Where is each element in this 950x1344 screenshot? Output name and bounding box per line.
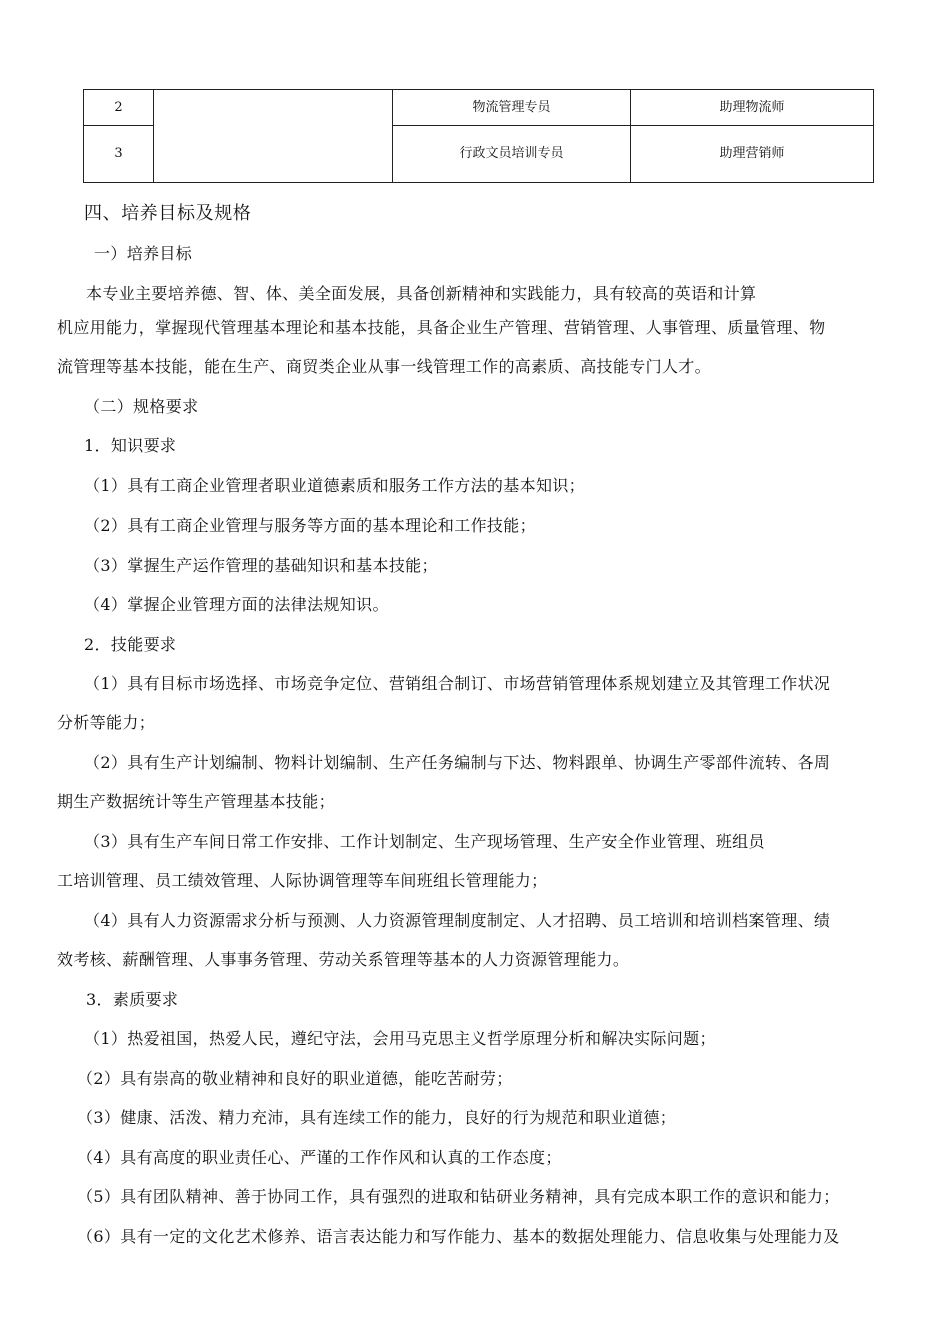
skills-line: 分析等能力； <box>57 713 156 732</box>
knowledge-item: （2）具有工商企业管理与服务等方面的基本理论和工作技能； <box>84 516 536 535</box>
merged-blank-cell <box>154 90 393 183</box>
quality-item: （3）健康、活泼、精力充沛，具有连续工作的能力，良好的行为规范和职业道德； <box>77 1108 677 1127</box>
row-number: 2 <box>84 90 154 126</box>
knowledge-item: （3）掌握生产运作管理的基础知识和基本技能； <box>84 556 438 575</box>
skills-line: （3）具有生产车间日常工作安排、工作计划制定、生产现场管理、生产安全作业管理、班组员 <box>84 832 765 851</box>
goal-paragraph-line: 机应用能力，掌握现代管理基本理论和基本技能，具备企业生产管理、营销管理、人事管理、质量管理、物 <box>57 318 826 337</box>
goal-paragraph-line: 流管理等基本技能，能在生产、商贸类企业从事一线管理工作的高素质、高技能专门人才。 <box>57 357 712 376</box>
knowledge-item: （1）具有工商企业管理者职业道德素质和服务工作方法的基本知识； <box>84 476 586 495</box>
subsection-heading-specs: （二）规格要求 <box>84 397 199 416</box>
skills-line: （2）具有生产计划编制、物料计划编制、生产任务编制与下达、物料跟单、协调生产零部件流转、各周 <box>84 753 831 772</box>
quality-item: （4）具有高度的职业责任心、严谨的工作作风和认真的工作态度； <box>77 1148 562 1167</box>
position-cell: 行政文员培训专员 <box>393 126 631 183</box>
position-cell: 物流管理专员 <box>393 90 631 126</box>
quality-item: （1）热爱祖国，热爱人民，遵纪守法，会用马克思主义哲学原理分析和解决实际问题； <box>84 1029 716 1048</box>
occupation-table <box>83 89 874 183</box>
table-row <box>84 90 874 126</box>
quality-item: （6）具有一定的文化艺术修养、语言表达能力和写作能力、基本的数据处理能力、信息收集与处理能力及 <box>77 1227 840 1246</box>
skills-heading: 2．技能要求 <box>84 635 177 654</box>
goal-paragraph-line: 本专业主要培养德、智、体、美全面发展，具备创新精神和实践能力，具有较高的英语和计算 <box>86 284 757 303</box>
knowledge-item: （4）掌握企业管理方面的法律法规知识。 <box>84 595 389 614</box>
skills-line: 工培训管理、员工绩效管理、人际协调管理等车间班组长管理能力； <box>57 871 548 890</box>
knowledge-heading: 1．知识要求 <box>84 436 177 455</box>
quality-item: （2）具有崇高的敬业精神和良好的职业道德，能吃苦耐劳； <box>77 1069 513 1088</box>
certificate-cell: 助理物流师 <box>631 90 874 126</box>
quality-heading: 3．素质要求 <box>86 990 179 1009</box>
skills-line: （4）具有人力资源需求分析与预测、人力资源管理制度制定、人才招聘、员工培训和培训档案管理、绩 <box>84 911 831 930</box>
quality-item: （5）具有团队精神、善于协同工作，具有强烈的进取和钻研业务精神，具有完成本职工作的意识和能力； <box>77 1187 840 1206</box>
row-number: 3 <box>84 126 154 183</box>
certificate-cell: 助理营销师 <box>631 126 874 183</box>
section-heading: 四、培养目标及规格 <box>84 203 252 224</box>
skills-line: 期生产数据统计等生产管理基本技能； <box>57 792 335 811</box>
skills-line: 效考核、薪酬管理、人事事务管理、劳动关系管理等基本的人力资源管理能力。 <box>57 950 630 969</box>
skills-line: （1）具有目标市场选择、市场竞争定位、营销组合制订、市场营销管理体系规划建立及其管理工作状况 <box>84 674 831 693</box>
subsection-heading-goals: 一）培养目标 <box>94 244 193 263</box>
